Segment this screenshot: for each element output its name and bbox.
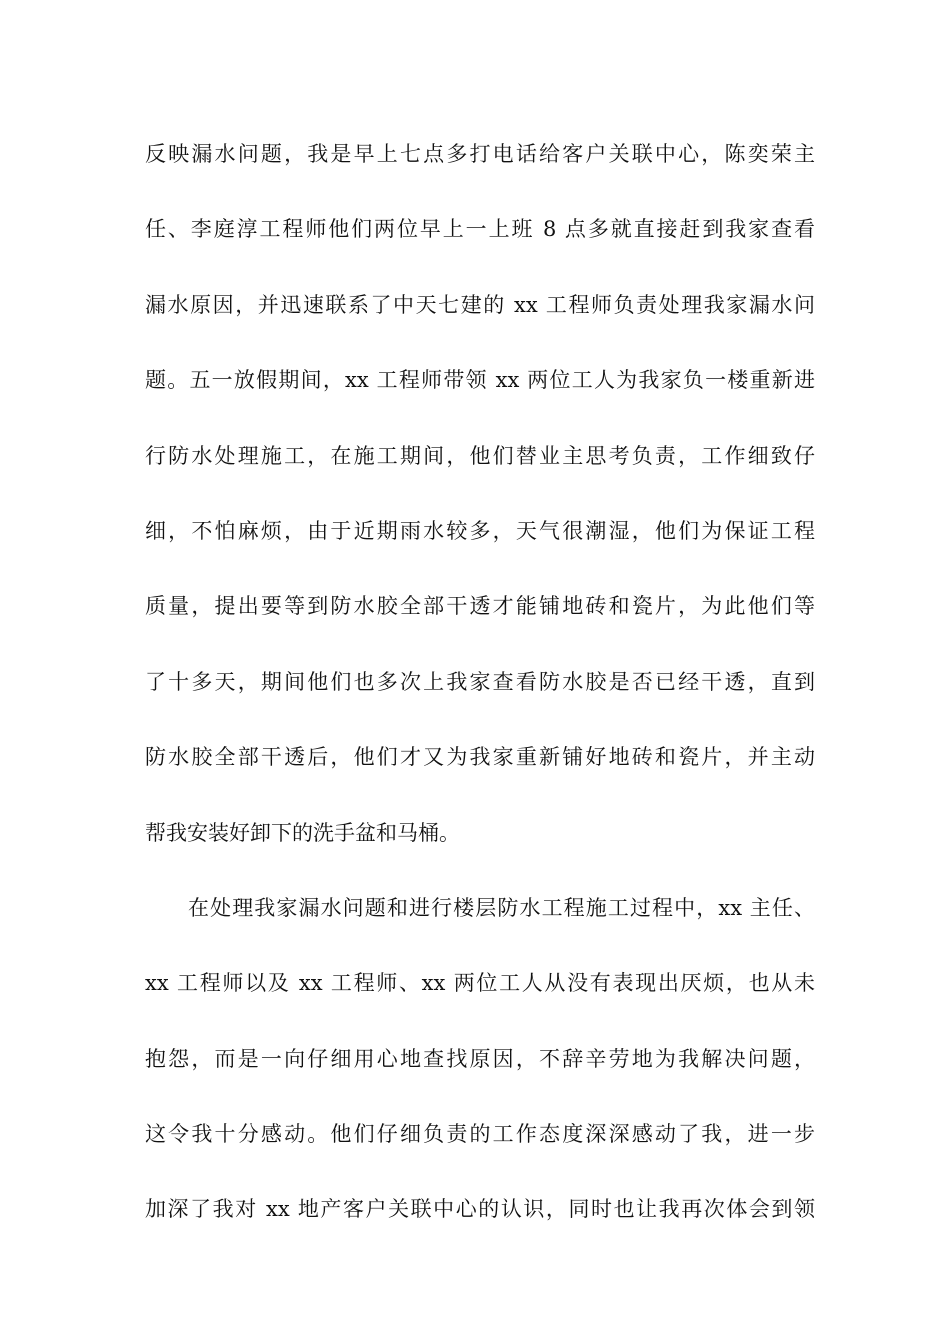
paragraph-2-line-3: 抱怨，而是一向仔细用心地查找原因，不辞辛劳地为我解决问题， xyxy=(145,1046,815,1071)
paragraph-1-line-1: 反映漏水问题，我是早上七点多打电话给客户关联中心，陈奕荣主 xyxy=(145,142,815,166)
document-body xyxy=(145,132,815,1263)
paragraph-2-line-5: 加深了我对 xx 地产客户关联中心的认识，同时也让我再次体会到领 xyxy=(145,1197,815,1222)
paragraph-2-line-4: 这令我十分感动。他们仔细负责的工作态度深深感动了我，进一步 xyxy=(145,1122,815,1147)
paragraph-1-line-7: 质量，提出要等到防水胶全部干透才能铺地砖和瓷片，为此他们等 xyxy=(145,594,815,619)
paragraph-1-line-9: 防水胶全部干透后，他们才又为我家重新铺好地砖和瓷片，并主动 xyxy=(145,745,815,770)
paragraph-2-line-1: 在处理我家漏水问题和进行楼层防水工程施工过程中，xx 主任、 xyxy=(188,895,815,920)
paragraph-1-line-8: 了十多天，期间他们也多次上我家查看防水胶是否已经干透，直到 xyxy=(145,669,815,694)
paragraph-1-line-3: 漏水原因，并迅速联系了中天七建的 xx 工程师负责处理我家漏水问 xyxy=(145,292,815,317)
paragraph-2-line-2: xx 工程师以及 xx 工程师、xx 两位工人从没有表现出厌烦，也从未 xyxy=(145,971,815,996)
paragraph-1-line-5: 行防水处理施工，在施工期间，他们替业主思考负责，工作细致仔 xyxy=(145,443,815,468)
paragraph-1-line-4: 题。五一放假期间，xx 工程师带领 xx 两位工人为我家负一楼重新进 xyxy=(145,368,815,393)
paragraph-1-line-2: 任、李庭淳工程师他们两位早上一上班 8 点多就直接赶到我家查看 xyxy=(145,217,815,242)
paragraph-1-line-6: 细，不怕麻烦，由于近期雨水较多，天气很潮湿，他们为保证工程 xyxy=(145,518,815,543)
paragraph-1-line-10: 帮我安装好卸下的洗手盆和马桶。 xyxy=(145,820,460,845)
